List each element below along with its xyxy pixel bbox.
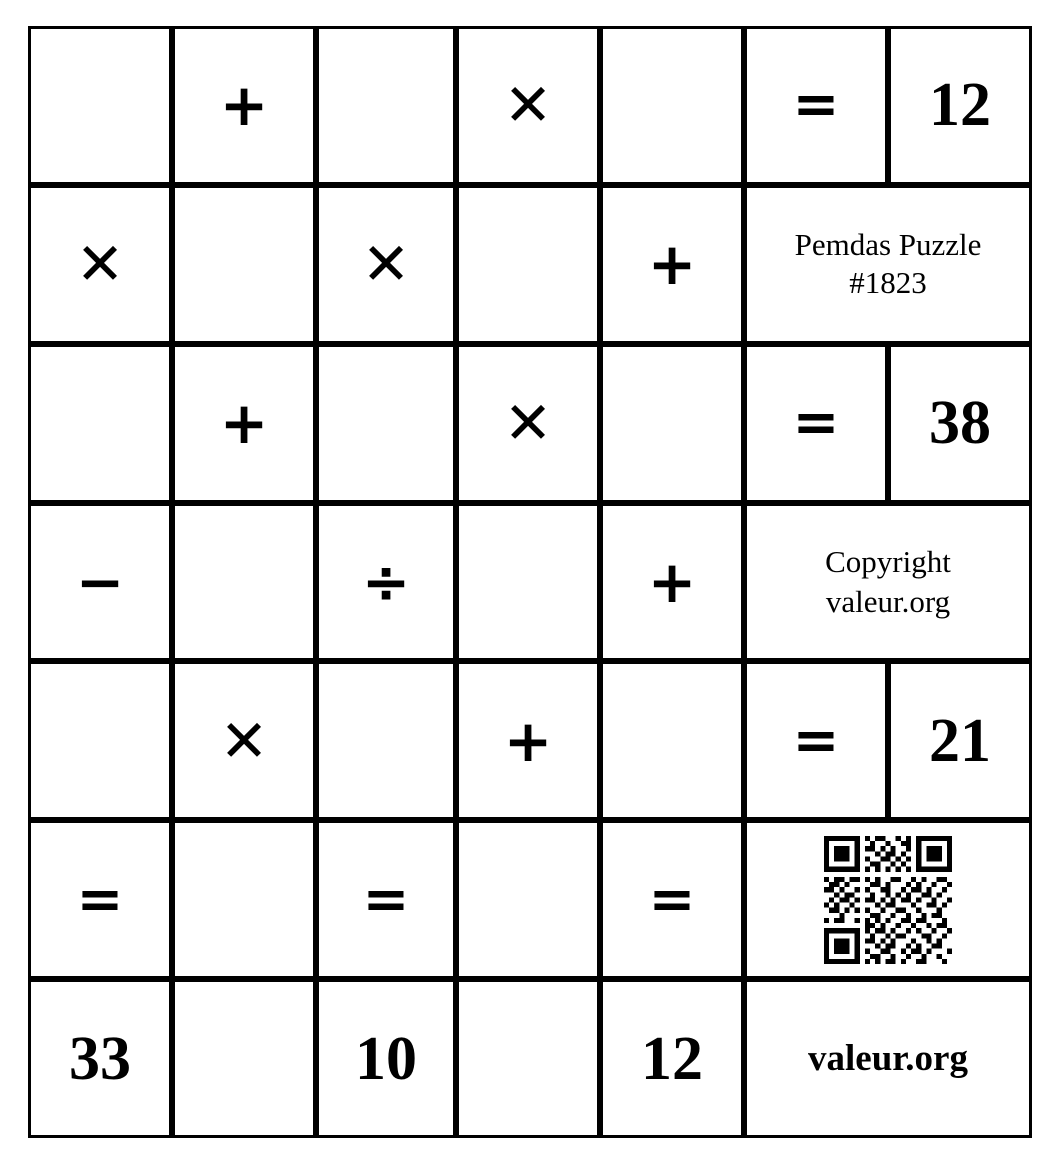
table-row <box>28 979 1032 1138</box>
copyright-line-1: Copyright <box>825 544 951 580</box>
cell-operand-r1c3[interactable] <box>316 26 456 185</box>
equals-symbol: = <box>648 866 696 932</box>
cell-operator-r2c5 <box>600 185 744 344</box>
cell-operand-r3c1[interactable] <box>28 344 172 503</box>
cell-operator-r1c2 <box>172 26 316 185</box>
puzzle-table <box>28 26 1032 1138</box>
cell-operand-r5c3[interactable] <box>316 661 456 820</box>
operator-symbol: + <box>647 547 697 616</box>
copyright-line-2: valeur.org <box>825 583 951 619</box>
qr-code-cell[interactable] <box>744 820 1032 979</box>
cell-spacer-r2c2 <box>172 185 316 344</box>
operator-symbol: ✕ <box>503 71 553 140</box>
cell-column-result-c3 <box>316 979 456 1138</box>
operator-symbol: ÷ <box>361 547 411 616</box>
cell-operator-r2c3 <box>316 185 456 344</box>
cell-result-r3 <box>888 344 1032 503</box>
cell-operator-r3c2 <box>172 344 316 503</box>
operator-symbol: + <box>503 706 553 775</box>
cell-operand-r5c5[interactable] <box>600 661 744 820</box>
cell-spacer-r7c4 <box>456 979 600 1138</box>
cell-column-result-c1 <box>28 979 172 1138</box>
row-result-value: 21 <box>929 706 991 775</box>
operator-symbol: ✕ <box>75 230 125 299</box>
table-row <box>28 820 1032 979</box>
cell-operator-r4c3 <box>316 503 456 662</box>
equals-symbol: = <box>792 390 840 456</box>
cell-equals-r5 <box>744 661 888 820</box>
qr-holder <box>747 823 1029 976</box>
table-row <box>28 344 1032 503</box>
equals-symbol: = <box>76 866 124 932</box>
puzzle-title: Pemdas Puzzle #1823 <box>794 227 982 301</box>
cell-spacer-r6c4 <box>456 820 600 979</box>
cell-operator-r5c2 <box>172 661 316 820</box>
operator-symbol: ✕ <box>503 389 553 458</box>
cell-spacer-r6c2 <box>172 820 316 979</box>
equals-symbol: = <box>792 707 840 773</box>
cell-operand-r3c3[interactable] <box>316 344 456 503</box>
copyright-cell <box>744 503 1032 662</box>
cell-operand-r3c5[interactable] <box>600 344 744 503</box>
cell-equals-c3 <box>316 820 456 979</box>
cell-operand-r1c1[interactable] <box>28 26 172 185</box>
equals-symbol: = <box>792 72 840 138</box>
row-result-value: 38 <box>929 389 991 458</box>
cell-operator-r5c4 <box>456 661 600 820</box>
cell-column-result-c5 <box>600 979 744 1138</box>
cell-equals-r3 <box>744 344 888 503</box>
column-result-value: 10 <box>355 1024 417 1093</box>
cell-equals-c1 <box>28 820 172 979</box>
column-result-value: 12 <box>641 1024 703 1093</box>
brand-label: valeur.org <box>808 1038 968 1080</box>
puzzle-title-cell <box>744 185 1032 344</box>
cell-spacer-r4c4 <box>456 503 600 662</box>
operator-symbol: + <box>219 389 269 458</box>
operator-symbol: + <box>647 230 697 299</box>
cell-spacer-r7c2 <box>172 979 316 1138</box>
table-row <box>28 26 1032 185</box>
table-row <box>28 185 1032 344</box>
cell-operand-r1c5[interactable] <box>600 26 744 185</box>
cell-operator-r3c4 <box>456 344 600 503</box>
cell-operator-r4c5 <box>600 503 744 662</box>
operator-symbol: − <box>75 547 125 616</box>
cell-spacer-r4c2 <box>172 503 316 662</box>
operator-symbol: ✕ <box>361 230 411 299</box>
row-result-value: 12 <box>929 71 991 140</box>
cell-equals-r1 <box>744 26 888 185</box>
qr-code-icon <box>824 836 952 964</box>
cell-operand-r5c1[interactable] <box>28 661 172 820</box>
cell-operator-r4c1 <box>28 503 172 662</box>
operator-symbol: ✕ <box>219 706 269 775</box>
operator-symbol: + <box>219 71 269 140</box>
brand-cell[interactable] <box>744 979 1032 1138</box>
column-result-value: 33 <box>69 1024 131 1093</box>
table-row <box>28 661 1032 820</box>
cell-operator-r2c1 <box>28 185 172 344</box>
cell-spacer-r2c4 <box>456 185 600 344</box>
cell-equals-c5 <box>600 820 744 979</box>
cell-operator-r1c4 <box>456 26 600 185</box>
cell-result-r1 <box>888 26 1032 185</box>
table-row <box>28 503 1032 662</box>
equals-symbol: = <box>362 866 410 932</box>
cell-result-r5 <box>888 661 1032 820</box>
